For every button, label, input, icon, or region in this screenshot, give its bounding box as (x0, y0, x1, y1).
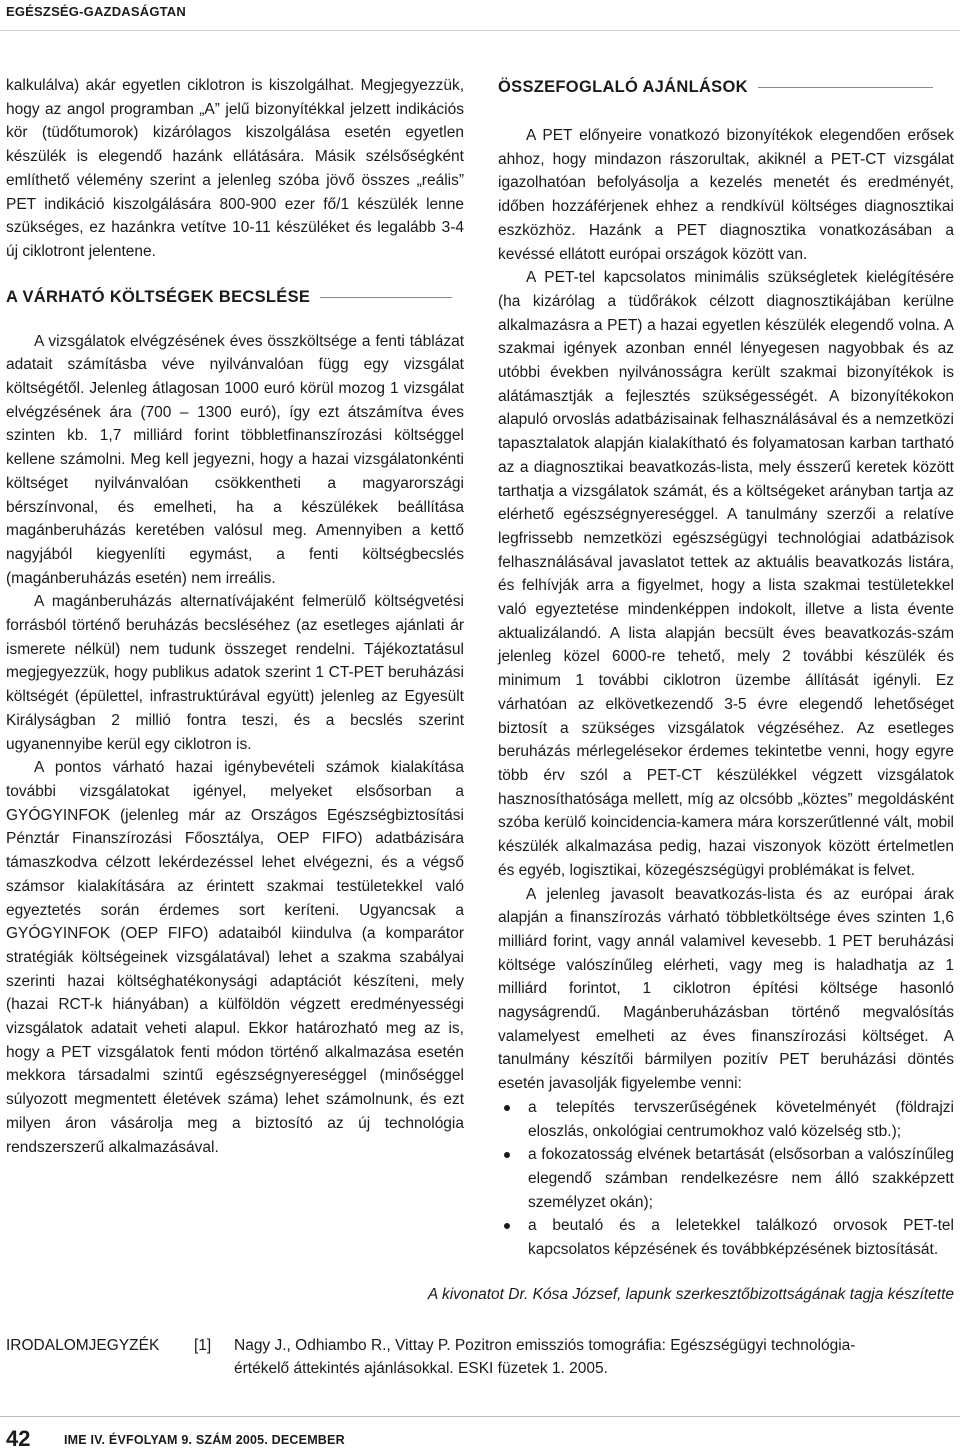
reference-item (194, 1334, 954, 1380)
paragraph: A pontos várható hazai igénybevételi számok kialakítása további vizsgálatokat igényel, melyeket elsősorban a GYÓGYINFOK (jelenleg már az Országos Egészségbiztosítási Pénztár Finanszírozási Főosztálya, OEP FIFO) adatbázisára támaszkodva célzott lekérdezéssel lehet elvégezni, és a végső számsor kialakítására az érintett szakmai testületekkel való egyeztetés során érdemes sort keríteni. Ugyancsak a GYÓGYINFOK (OEP FIFO) adataiból kiindulva (a komparátor stratégiák költségeinek vizsgálatával) lehet a szakma szabályai szerinti hazai költséghatékonysági adaptációt készíteni, mely (hazai RCT-k hiányában) a külföldön végzett eredményességi vizsgálatok adatait veheti alapul. Ekkor határozható meg az is, hogy a PET vizsgálatok fenti módon történő alkalmazása esetén mekkora társadalmi szintű egészségnyereséggel (minőséggel súlyozott megmentett életévek száma) lehet számolnunk, és ezt milyen áron vásárolja meg a biztosító az új technológia rendszerszerű alkalmazásával. (6, 759, 464, 1156)
list-item: a beutaló és a leletekkel találkozó orvosok PET-tel kapcsolatos képzésének és továbbképzésének biztosítását. (498, 1214, 954, 1261)
recommendation-list (498, 1096, 954, 1262)
section-title-text: ÖSSZEFOGLALÓ AJÁNLÁSOK (498, 78, 748, 96)
running-header (0, 0, 960, 31)
excerpt-credit: A kivonatot Dr. Kósa József, lapunk szerkesztőbizottságának tagja készítette (427, 1286, 954, 1303)
reference-number: [1] (194, 1337, 212, 1354)
section-header-title: EGÉSZSÉG-GAZDASÁGTAN (6, 4, 186, 19)
section-title-cost-estimate (6, 286, 464, 308)
paragraph: A vizsgálatok elvégzésének éves összköltsége a fenti táblázat adatait számításba véve nyilvánvalóan függ egy vizsgálat költségétől. Jelenleg átlagosan 1000 euró körül mozog 1 vizsgálat elvégzésének ára (700 – 1300 euró), így ezt átszámítva éves szinten kb. 1,7 milliárd forint többletfinanszírozási költséggel kellene számolni. Meg kell jegyezni, hogy a hazai vizsgálatonkénti költséget nyilvánvalóan csökkentheti a magyarországi bérszínvonal, és emelheti, ha a készülékek beállítása magánberuházás keretében valósul meg. Amennyiben a kettő nagyjából kiegyenlíti egymást, a fenti költségbecslés (magánberuházás esetén) nem irreális. (6, 332, 464, 587)
journal-issue: IME IV. ÉVFOLYAM 9. SZÁM 2005. DECEMBER (64, 1433, 345, 1447)
paragraph: A jelenleg javasolt beavatkozás-lista és az európai árak alapján a finanszírozás várható többletköltsége éves szinten 1,6 milliárd forint, vagy annál valamivel kevesebb. 1 PET beruházási költsége valószínűleg elérheti, vagy meg is haladhatja az 1 milliárd forintot, 1 ciklotron építési költsége hasonló nagyságrendű. Magánberuházásban történő megvalósítás valamelyest emelheti az éves finanszírozási költséget. A tanulmány készítői bármilyen pozitív PET beruházási döntés esetén javasolják figyelembe venni: (498, 885, 954, 1093)
reference-text-line2: értékelő áttekintés ajánlásokkal. ESKI füzetek 1. 2005. (234, 1360, 608, 1377)
list-item: a telepítés tervszerűségének követelményét (földrajzi eloszlás, onkológiai centrumokhoz való közelség stb.); (498, 1096, 954, 1143)
section-title-summary (498, 76, 954, 98)
right-column (498, 74, 954, 1262)
left-column (6, 74, 464, 1159)
paragraph: kalkulálva) akár egyetlen ciklotron is kiszolgálhat. Megjegyezzük, hogy az angol programban „A” jelű bizonyítékkal jelzett indikációs kör (tüdőtumorok) kizárólagos kiszolgálása esetén egyetlen készülék is elegendő hazánk ellátására. Másik szélsőségként említhető vélemény szerint a jelenleg szóba jövő összes „reális” PET indikáció kiszolgálására 800-900 ezer fő/1 készülék lenne szükséges, ez hazánkra vetítve 10-11 készüléket és legalább 3-4 új ciklotront jelentene. (6, 77, 464, 260)
paragraph: A PET-tel kapcsolatos minimális szükségletek kielégítésére (ha kizárólag a tüdőrákok célzott diagnosztikájában kerülne alkalmazásra a PET) a hazai egyetlen készülék elegendő volna. A szakmai igények azonban ennél lényegesen nagyobbak és az utóbbi években nyilvánosságra került szakmai bizonyítékok is alátámasztják a fejlesztés szükségességét. A bizonyítékokon alapuló orvoslás adatbázisainak felhasználásával és a nemzetközi tapasztalatok alapján kialakítható és folyamatosan karban tartható az a diagnosztikai beavatkozás-lista, mely ésszerű keretek között tarthatja a vizsgálatok számát, és a költségeket arányban tartja az elérhető egészségnyereséggel. A tanulmány szerzői a relatíve legfrissebb nemzetközi egészségügyi technológiai adatbázisok felhasználásával javaslatot tettek az aktuális beavatkozás listára, és felhívják arra a figyelmet, hogy a lista szakmai testületekkel való egyeztetése mindenképpen indokolt, illetve a lista évente aktualizálandó. A lista alapján becsült éves beavatkozás-szám jelenleg közel 6000-re tehető, mely 2 további készülék és minimum 1 további ciklotron üzembe állítását igényli. Ez várhatóan az elkövetkezendő 3-5 évre elegendő lehetőséget biztosít a szükséges vizsgálatok végzéséhez. Az esetleges beruházás mérlegelésekor érdemes tekintetbe venni, hogy egyre több érv szól a PET-CT készülékkel végzett vizsgálatok hasznosíthatósága mellett, míg az olcsóbb „köztes” megoldásként szóba kerülő koincidencia-kamera mára korszerűtlenné vált, mobil készülék alkalmazása pedig, hazai viszonyok között értelmetlen és egyéb, logisztikai, közegészségügyi problémákat is felvet. (498, 269, 954, 879)
bullet-icon (504, 1223, 510, 1229)
bullet-icon (504, 1105, 510, 1111)
reference-text-line1: Nagy J., Odhiambo R., Vittay P. Pozitron emissziós tomográfia: Egészségügyi technológia- (234, 1337, 856, 1354)
references-label: IRODALOMJEGYZÉK (6, 1337, 160, 1354)
page-number: 42 (6, 1426, 31, 1451)
bullet-icon (504, 1152, 510, 1158)
paragraph: A magánberuházás alternatívájaként felmerülő költségvetési forrásból történő beruházás becsléséhez (az esetleges ajánlati ár ismerete nélkül) nem tudunk összeget rendelni. Tájékoztatásul megjegyezzük, hogy publikus adatok szerint 1 CT-PET beruházási költségét (épülettel, infrastruktúrával együtt) jelenleg az Egyesült Királyságban 2 millió fontra teszi, és a becslés szerint ugyanennyibe kerül egy ciklotron is. (6, 593, 464, 753)
title-rule (320, 297, 452, 298)
paragraph: A PET előnyeire vonatkozó bizonyítékok elegendően erősek ahhoz, hogy mindazon rászorultak, akiknél a PET-CT vizsgálat igazolhatóan befolyásolja a kezelés menetét és eredményét, időben hozzáférjenek ehhez a rendkívül költséges diagnosztikai eszközhöz. Hazánk a PET diagnosztika vonatkozásában a kevéssé ellátott európai országok között van. (498, 127, 954, 263)
footer-divider (0, 1416, 960, 1417)
title-rule (758, 87, 933, 88)
section-title-text: A VÁRHATÓ KÖLTSÉGEK BECSLÉSE (6, 287, 311, 306)
list-item: a fokozatosság elvének betartását (elsősorban a valószínűleg elegendő számban rendelkezésre nem álló szakképzett személyzet okán); (498, 1143, 954, 1214)
